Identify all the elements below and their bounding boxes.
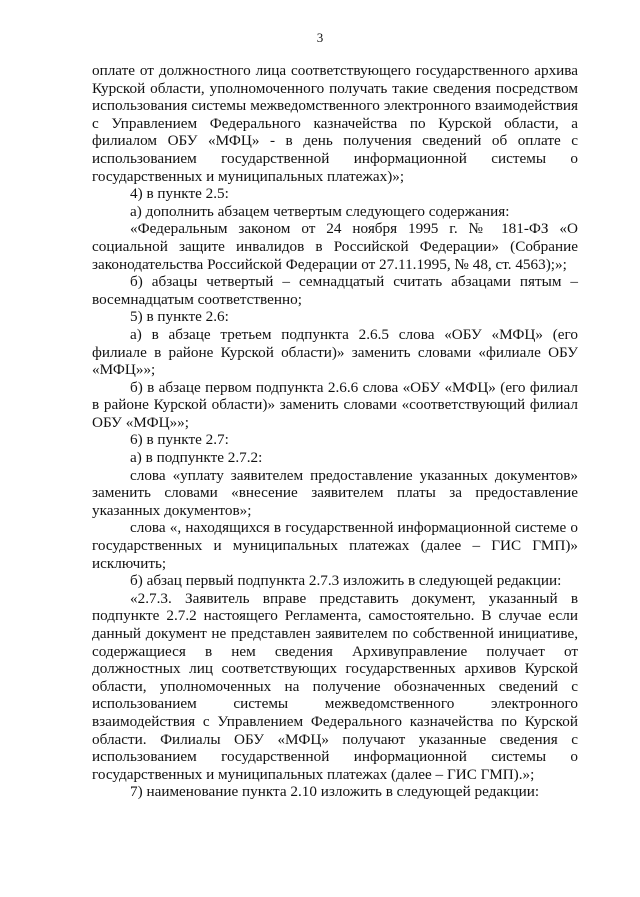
document-body bbox=[92, 62, 578, 801]
paragraph-item-6a: а) в подпункте 2.7.2: bbox=[130, 449, 263, 467]
paragraph-words-payment: слова «уплату заявителем предоставление указанных документов» заменить словами «внесение заявителем платы за предоставление указанных документов»; bbox=[92, 466, 578, 519]
paragraph-item-6: 6) в пункте 2.7: bbox=[130, 431, 229, 449]
paragraph-continuation: оплате от должностного лица соответствующего государственного архива Курской области, уполномоченного получать такие сведения посредством использования системы межведомственного электронного взаимодействия с Управлением Федерального казначейства по Курской области, а филиалом ОБУ «МФЦ» - в день получения сведений об оплате с использованием государственной информационной системы о государственных и муниципальных платежах)»; bbox=[92, 62, 578, 185]
page-number: 3 bbox=[316, 30, 324, 45]
paragraph-item-5: 5) в пункте 2.6: bbox=[130, 308, 229, 326]
paragraph-item-4b: б) абзацы четвертый – семнадцатый считать абзацами пятым – восемнадцатым соответственно; bbox=[92, 273, 578, 308]
paragraph-item-5b: б) в абзаце первом подпункта 2.6.6 слова «ОБУ «МФЦ» (его филиал в районе Курской области)» заменить словами «соответствующий филиал ОБУ «МФЦ»»; bbox=[92, 378, 578, 431]
paragraph-words-gis-gmp: слова «, находящихся в государственной информационной системе о государственных и муниципальных платежах (далее – ГИС ГМП)» исключить; bbox=[92, 519, 578, 572]
paragraph-2-7-3-quote: «2.7.3. Заявитель вправе представить документ, указанный в подпункте 2.7.2 настоящего Регламента, самостоятельно. В случае если данный документ не представлен заявителем по собственной инициативе, содержащиеся в нем сведения Архивуправление получает от должностных лиц соответствующих государственных архивов Курской области, уполномоченных на получение обозначенных сведений с использованием системы межведомственного электронного взаимодействия с Управлением Федерального казначейства по Курской области. Филиалы ОБУ «МФЦ» получают указанные сведения с использованием государственной информационной системы о государственных и муниципальных платежах (далее – ГИС ГМП).»; bbox=[92, 589, 578, 783]
paragraph-federal-law-quote: «Федеральным законом от 24 ноября 1995 г. № 181-ФЗ «О социальной защите инвалидов в Российской Федерации» (Собрание законодательства Российской Федерации от 27.11.1995, № 48, ст. 4563);»; bbox=[92, 220, 578, 273]
paragraph-item-6b: б) абзац первый подпункта 2.7.3 изложить в следующей редакции: bbox=[130, 572, 562, 590]
paragraph-item-4a: а) дополнить абзацем четвертым следующего содержания: bbox=[130, 202, 510, 220]
paragraph-item-4: 4) в пункте 2.5: bbox=[130, 185, 229, 203]
paragraph-item-5a: а) в абзаце третьем подпункта 2.6.5 слова «ОБУ «МФЦ» (его филиале в районе Курской области)» заменить словами «филиале ОБУ «МФЦ»»; bbox=[92, 325, 578, 379]
paragraph-item-7: 7) наименование пункта 2.10 изложить в следующей редакции: bbox=[130, 783, 540, 801]
